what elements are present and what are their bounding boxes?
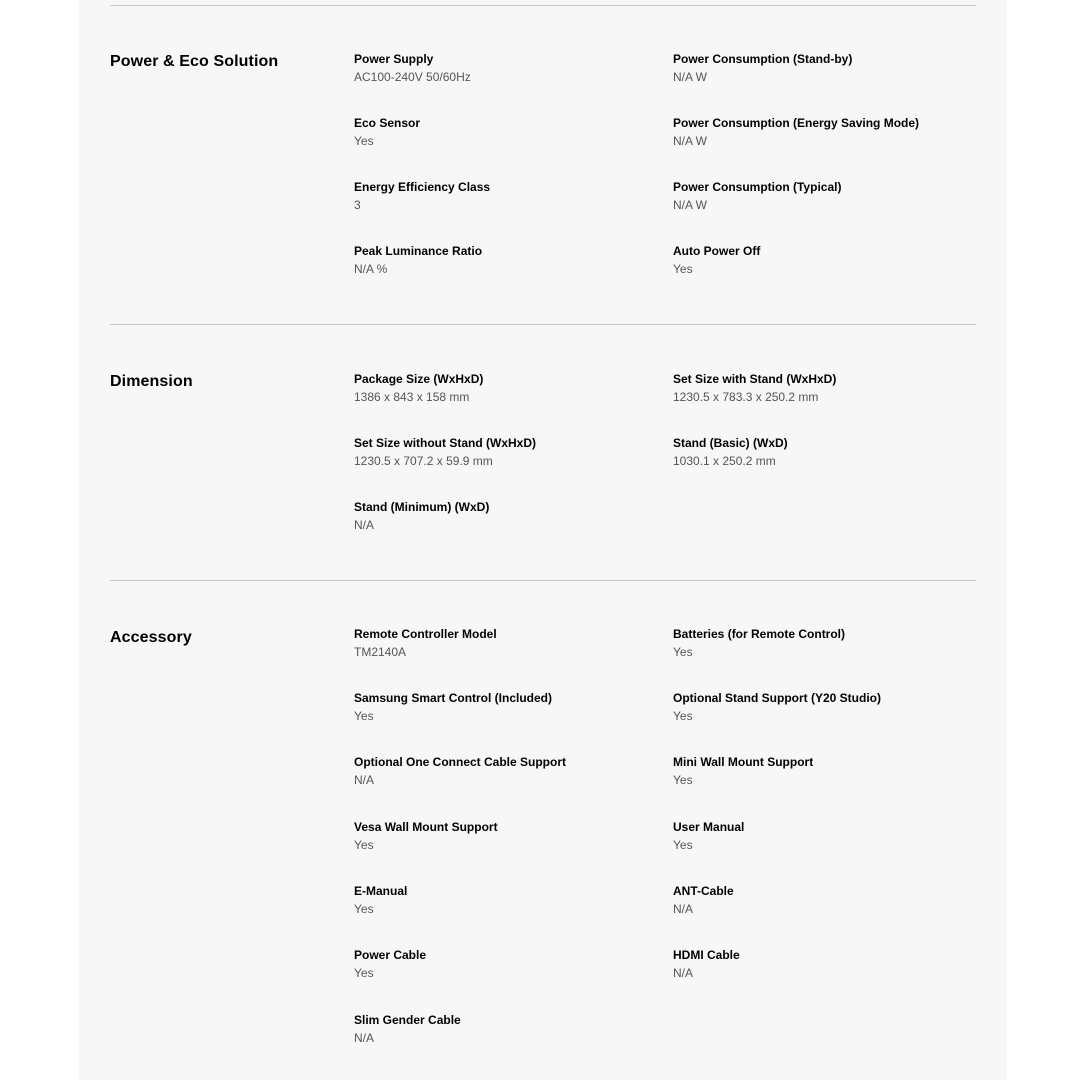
spec-package-size [354, 372, 654, 405]
spec-value: N/A [354, 773, 375, 787]
spec-value: 1230.5 x 783.3 x 250.2 mm [673, 390, 819, 404]
spec-label: Power Consumption (Typical) [673, 180, 842, 194]
spec-label: HDMI Cable [673, 948, 740, 962]
spec-value: N/A [673, 966, 694, 980]
spec-value: Yes [354, 709, 374, 723]
spec-value: Yes [673, 838, 693, 852]
spec-power-supply [354, 52, 654, 85]
section-divider [110, 580, 976, 581]
spec-set-size-with-stand [673, 372, 973, 405]
spec-auto-power-off [673, 244, 973, 277]
spec-energy-efficiency-class [354, 180, 654, 213]
spec-value: Yes [354, 902, 374, 916]
spec-label: Power Cable [354, 948, 427, 962]
spec-value: N/A W [673, 134, 708, 148]
spec-power-consumption-energy-saving [673, 116, 973, 149]
spec-value: N/A [354, 518, 375, 532]
spec-optional-one-connect [354, 755, 654, 788]
spec-label: Stand (Basic) (WxD) [673, 436, 788, 450]
spec-value: 1230.5 x 707.2 x 59.9 mm [354, 454, 493, 468]
spec-power-cable [354, 948, 654, 981]
spec-peak-luminance-ratio [354, 244, 654, 277]
spec-label: Batteries (for Remote Control) [673, 627, 846, 641]
spec-value: Yes [673, 773, 693, 787]
spec-value: Yes [354, 838, 374, 852]
spec-label: Power Consumption (Stand-by) [673, 52, 853, 66]
spec-mini-wall-mount [673, 755, 973, 788]
spec-label: Auto Power Off [673, 244, 761, 258]
spec-power-consumption-standby [673, 52, 973, 85]
spec-label: Optional One Connect Cable Support [354, 755, 567, 769]
spec-value: Yes [354, 966, 374, 980]
spec-label: Set Size with Stand (WxHxD) [673, 372, 837, 386]
spec-label: Package Size (WxHxD) [354, 372, 484, 386]
spec-slim-gender-cable [354, 1013, 654, 1046]
spec-stand-basic [673, 436, 973, 469]
spec-e-manual [354, 884, 654, 917]
spec-panel [79, 0, 1007, 1080]
section-divider [110, 324, 976, 325]
spec-remote-controller-model [354, 627, 654, 660]
spec-value: N/A [673, 902, 694, 916]
spec-label: ANT-Cable [673, 884, 734, 898]
spec-value: N/A % [354, 262, 388, 276]
spec-vesa-wall-mount [354, 820, 654, 853]
spec-value: Yes [673, 262, 693, 276]
spec-label: E-Manual [354, 884, 408, 898]
spec-samsung-smart-control [354, 691, 654, 724]
spec-label: Power Supply [354, 52, 434, 66]
spec-power-consumption-typical [673, 180, 973, 213]
spec-value: N/A [354, 1031, 375, 1045]
spec-value: AC100-240V 50/60Hz [354, 70, 471, 84]
spec-set-size-without-stand [354, 436, 654, 469]
spec-value: 3 [354, 198, 361, 212]
spec-label: Peak Luminance Ratio [354, 244, 483, 258]
spec-optional-stand-support [673, 691, 973, 724]
spec-value: TM2140A [354, 645, 407, 659]
spec-value: 1030.1 x 250.2 mm [673, 454, 776, 468]
spec-value: Yes [354, 134, 374, 148]
spec-eco-sensor [354, 116, 654, 149]
spec-label: User Manual [673, 820, 745, 834]
section-title-accessory: Accessory [110, 629, 192, 646]
section-divider [110, 5, 976, 6]
spec-label: Power Consumption (Energy Saving Mode) [673, 116, 920, 130]
spec-label: Slim Gender Cable [354, 1013, 461, 1027]
spec-value: N/A W [673, 198, 708, 212]
spec-ant-cable [673, 884, 973, 917]
spec-label: Energy Efficiency Class [354, 180, 491, 194]
spec-label: Remote Controller Model [354, 627, 497, 641]
spec-stand-minimum [354, 500, 654, 533]
spec-label: Set Size without Stand (WxHxD) [354, 436, 537, 450]
spec-value: Yes [673, 709, 693, 723]
section-title-power-eco: Power & Eco Solution [110, 53, 279, 70]
spec-user-manual [673, 820, 973, 853]
spec-label: Mini Wall Mount Support [673, 755, 814, 769]
spec-value: N/A W [673, 70, 708, 84]
spec-label: Optional Stand Support (Y20 Studio) [673, 691, 881, 705]
spec-hdmi-cable [673, 948, 973, 981]
spec-value: 1386 x 843 x 158 mm [354, 390, 470, 404]
spec-label: Samsung Smart Control (Included) [354, 691, 553, 705]
section-title-dimension: Dimension [110, 373, 193, 390]
spec-batteries [673, 627, 973, 660]
spec-value: Yes [673, 645, 693, 659]
spec-label: Stand (Minimum) (WxD) [354, 500, 490, 514]
spec-label: Vesa Wall Mount Support [354, 820, 498, 834]
spec-label: Eco Sensor [354, 116, 421, 130]
